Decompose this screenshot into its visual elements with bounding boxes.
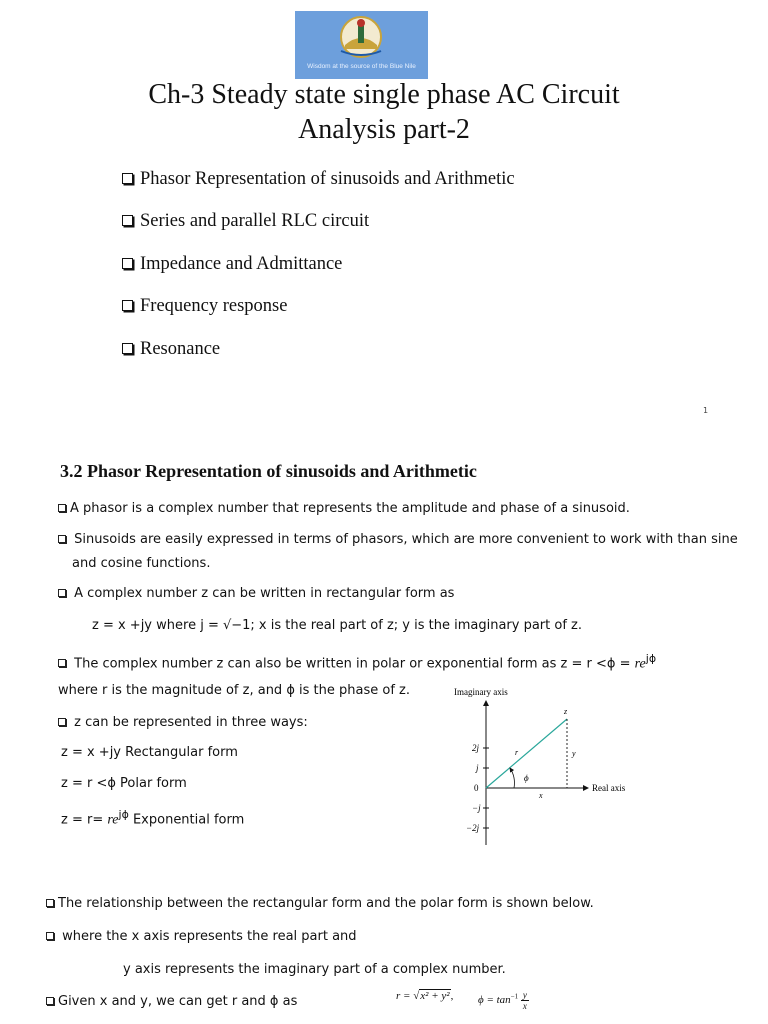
z-label: z: [564, 707, 568, 716]
form-exponential: $z = r= re^{j\phi}$ Exponential form: [61, 808, 245, 828]
bullet-phasor-definition: A phasor is a complex number that represents the amplitude and phase of a sinusoid.: [58, 501, 630, 516]
bullet-sinusoids-cont: and cosine functions.: [72, 556, 211, 571]
checkbox-bullet-icon: [122, 258, 133, 269]
checkbox-bullet-icon: [122, 343, 133, 354]
formula-magnitude: r = √x² + y²,: [396, 990, 454, 1002]
bullet-given-xy: Given x and y, we can get r and ϕ as: [46, 994, 297, 1009]
form-rectangular: z = x +jy Rectangular form: [61, 745, 238, 760]
outline-item-label: Series and parallel RLC circuit: [140, 211, 370, 231]
y-tick-label: −j: [472, 803, 481, 813]
outline-item: [122, 211, 369, 232]
bullet-relationship: The relationship between the rectangular form and the polar form is shown below.: [46, 896, 594, 911]
polar-explanation: where r is the magnitude of z, and ϕ is the phase of z.: [58, 683, 410, 698]
outline-item: [122, 254, 342, 275]
bullet-polar: The complex number z can also be written in polar or exponential form as $z = r <\phi = re^{j\phi}$: [58, 652, 656, 672]
checkbox-bullet-icon: [46, 997, 54, 1005]
real-axis-label: Real axis: [592, 783, 626, 793]
outline-item-label: Resonance: [140, 339, 221, 359]
checkbox-bullet-icon: [122, 300, 133, 311]
outline-item: [122, 339, 220, 360]
outline-item-label: Impedance and Admittance: [140, 254, 343, 274]
outline-item: [122, 296, 287, 317]
checkbox-bullet-icon: [58, 718, 66, 726]
y-axis-explanation: y axis represents the imaginary part of a complex number.: [123, 962, 506, 977]
outline-item: [122, 169, 515, 190]
university-logo: [295, 11, 428, 79]
x-label: x: [539, 791, 543, 800]
checkbox-bullet-icon: [58, 659, 66, 667]
page-number: 1: [703, 406, 709, 415]
checkbox-bullet-icon: [46, 899, 54, 907]
outline-item-label: Phasor Representation of sinusoids and Arithmetic: [140, 169, 515, 189]
r-label: r: [515, 748, 519, 757]
bullet-rectangular: A complex number z can be written in rectangular form as: [58, 586, 454, 601]
bullet-three-ways: z can be represented in three ways:: [58, 715, 308, 730]
y-tick-label: j: [476, 763, 479, 773]
checkbox-bullet-icon: [58, 589, 66, 597]
y-label: y: [572, 749, 576, 758]
formula-phase: $\phi = \tan^{-1}$ $\frac{y}{x}$: [478, 990, 527, 1011]
y-tick-label: 0: [474, 783, 479, 793]
section-title: 3.2 Phasor Representation of sinusoids and Arithmetic: [60, 461, 477, 481]
y-tick-label: 2j: [472, 743, 480, 753]
slide-title-line-2: Analysis part-2: [298, 114, 470, 145]
bullet-sinusoids: Sinusoids are easily expressed in terms of phasors, which are more convenient to work with than sine: [58, 532, 738, 547]
outline-item-label: Frequency response: [140, 296, 288, 316]
y-tick-label: −2j: [466, 823, 480, 833]
bullet-x-axis: where the x axis represents the real part and: [46, 929, 357, 944]
phase-angle-arc: [510, 768, 514, 788]
complex-plane-diagram: [440, 683, 660, 853]
logo-caption: Wisdom at the source of the Blue Nile: [307, 63, 416, 70]
slide-title-line-1: Ch-3 Steady state single phase AC Circuit: [148, 79, 620, 110]
checkbox-bullet-icon: [58, 535, 66, 543]
equation-rectangular: z = x +jy where j = √−1; x is the real part of z; y is the imaginary part of z.: [92, 618, 582, 633]
imaginary-axis-label: Imaginary axis: [454, 687, 508, 697]
checkbox-bullet-icon: [122, 215, 133, 226]
checkbox-bullet-icon: [46, 932, 54, 940]
phi-label: ϕ: [524, 773, 529, 783]
form-polar: z = r <ϕ Polar form: [61, 776, 187, 791]
checkbox-bullet-icon: [58, 504, 66, 512]
checkbox-bullet-icon: [122, 173, 133, 184]
